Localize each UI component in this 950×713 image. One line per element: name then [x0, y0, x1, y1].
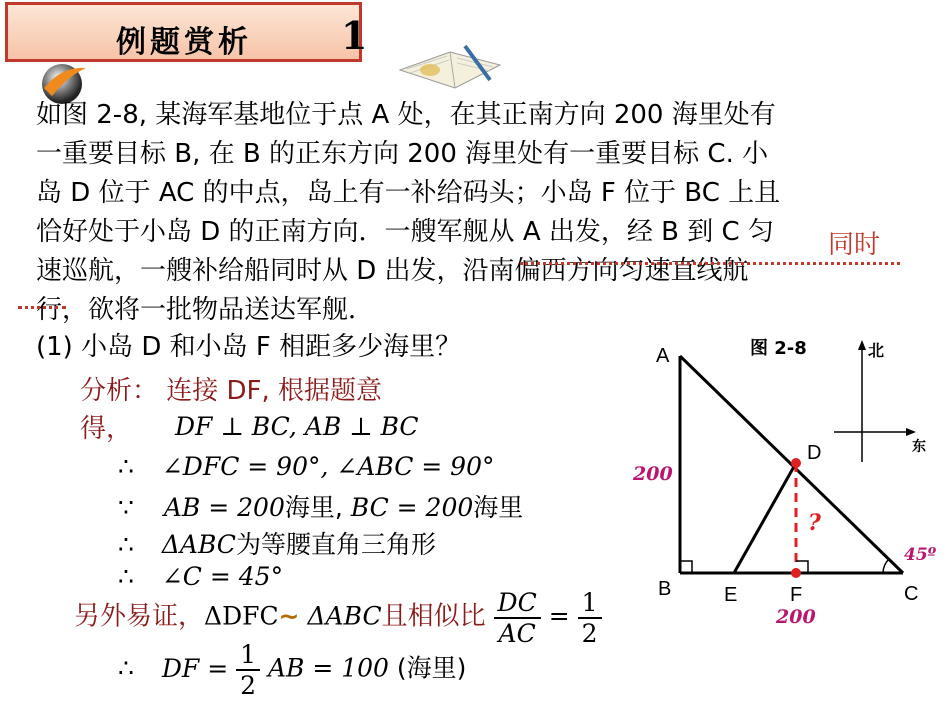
figure-title: 图 2-8: [750, 338, 807, 359]
therefore-symbol: ∴: [118, 530, 134, 559]
label-b: B: [658, 578, 672, 600]
compass-east-label: 东: [912, 439, 926, 455]
north-arrow-icon: [858, 340, 866, 350]
label-a: A: [656, 345, 670, 367]
step-1: DF ⊥ BC, AB ⊥ BC: [175, 412, 419, 441]
label-d: D: [807, 442, 822, 464]
problem-line: 恰好处于小岛 D 的正南方向．一艘军舰从 A 出发，经 B 到 C 匀: [36, 217, 774, 247]
problem-line: 如图 2-8, 某海军基地位于点 A 处，在其正南方向 200 海里处有: [36, 100, 776, 130]
step-4-a: ΔABC: [161, 530, 236, 559]
fraction-denominator: 2: [240, 671, 257, 700]
because-symbol: ∵: [118, 493, 134, 522]
east-arrow-icon: [906, 428, 916, 436]
fraction-denominator: AC: [498, 619, 536, 648]
step-7-c: (海里): [396, 653, 467, 683]
equals-sign: =: [548, 601, 570, 631]
step-3-a: AB = 200: [163, 493, 285, 522]
angle-c-value: 45º: [904, 545, 937, 565]
step-5-text: ∠C = 45°: [161, 562, 284, 591]
step-6-d: ΔABC: [307, 601, 382, 631]
title-number: 1: [341, 13, 368, 58]
analysis-line2: 得，: [80, 414, 133, 444]
fraction-numerator: 1: [578, 588, 602, 619]
page-title: 例题赏析: [116, 25, 252, 60]
point-f: [791, 568, 801, 578]
side-ab-value: 200: [633, 463, 673, 485]
step-3-d: 海里: [473, 493, 524, 522]
problem-line: 一重要目标 B, 在 B 的正东方向 200 海里处有一重要目标 C. 小: [36, 139, 769, 169]
step-4-b: 为等腰直角三角形: [235, 530, 436, 559]
therefore-symbol: ∴: [118, 452, 134, 481]
step-7-b: AB = 100: [267, 653, 389, 683]
step-6-a: 另外易证，: [74, 601, 205, 632]
right-angle-marker: [680, 561, 692, 573]
question-1: (1) 小岛 D 和小岛 F 相距多少海里？: [36, 332, 462, 362]
angle-arc-c: [883, 559, 889, 573]
step-2-text: ∠DFC = 90°, ∠ABC = 90°: [161, 452, 495, 481]
step-6-b: ΔDFC: [204, 601, 279, 631]
fraction-numerator: 1: [236, 640, 260, 671]
problem-line: 岛 D 位于 AC 的中点，岛上有一补给码头；小岛 F 位于 BC 上且: [36, 178, 781, 208]
label-c: C: [904, 583, 919, 605]
similar-symbol: ∼: [278, 601, 300, 631]
therefore-symbol: ∴: [118, 562, 134, 591]
step-7-a: DF =: [161, 653, 229, 683]
step-3-c: BC = 200: [350, 493, 474, 522]
label-f: F: [790, 584, 803, 606]
fraction-numerator: DC: [494, 588, 541, 619]
annotation-tongshi: 同时: [828, 230, 881, 260]
compass-north-label: 北: [868, 341, 885, 360]
question-mark: ?: [808, 510, 821, 536]
step-6-e: 且相似比: [381, 601, 486, 632]
problem-line: 行，欲将一批物品送达军舰．: [36, 295, 375, 325]
segment-de: [734, 463, 796, 573]
therefore-symbol: ∴: [118, 653, 134, 683]
problem-line: 速巡航，一艘补给船同时从 D 出发，沿南偏西方向匀速直线航: [36, 256, 749, 286]
analysis-line1: 分析： 连接 DF, 根据题意: [80, 376, 383, 406]
point-d: [791, 458, 801, 468]
side-bc-value: 200: [776, 606, 816, 628]
label-e: E: [724, 584, 738, 606]
fraction-denominator: 2: [581, 619, 598, 648]
step-3-b: 海里,: [284, 493, 343, 522]
